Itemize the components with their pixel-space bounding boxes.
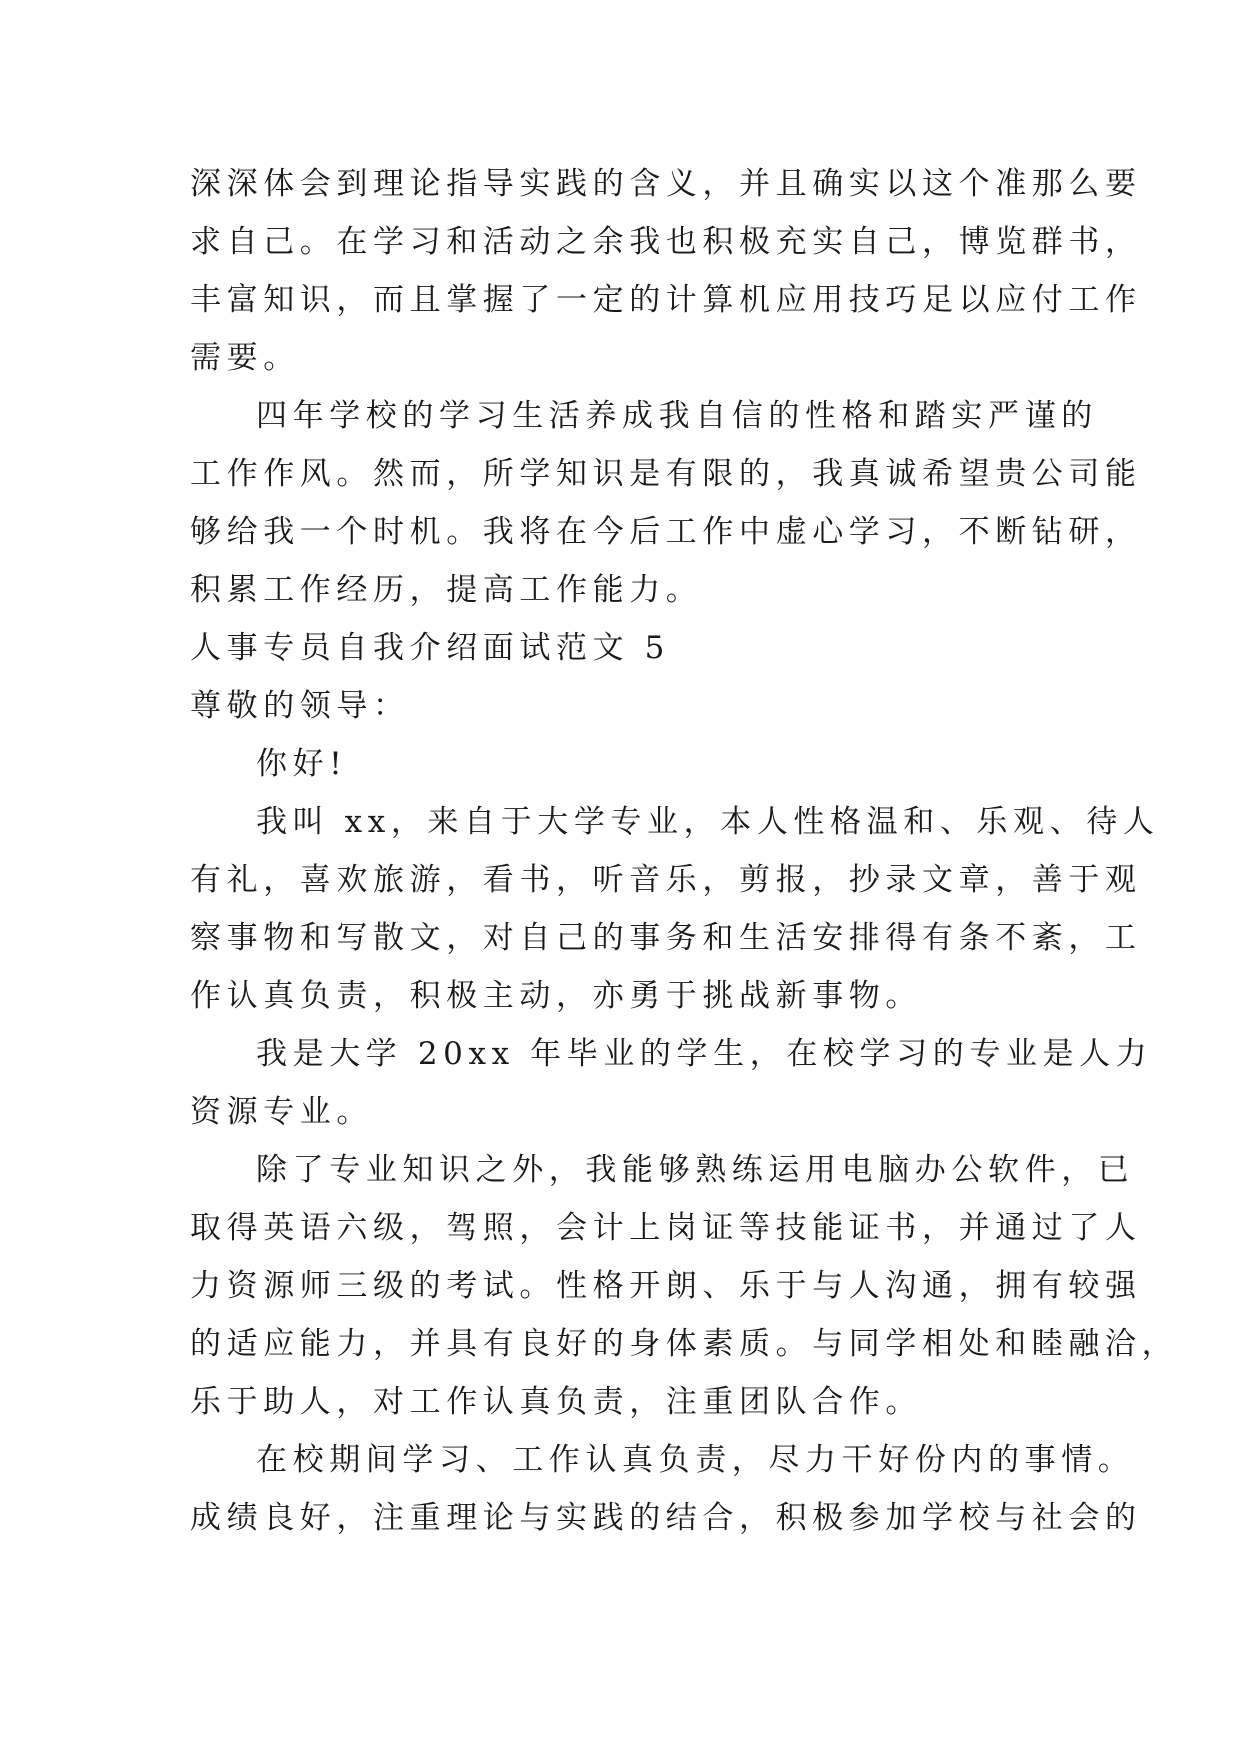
body-text-line: 察事物和写散文，对自己的事务和生活安排得有条不紊，工 [190, 920, 1142, 956]
greeting: 你好! [256, 746, 348, 782]
body-text-line: 取得英语六级，驾照，会计上岗证等技能证书，并通过了人 [190, 1210, 1142, 1246]
body-text-line: 四年学校的学习生活养成我自信的性格和踏实严谨的 [256, 398, 1098, 434]
body-text-line: 除了专业知识之外，我能够熟练运用电脑办公软件，已 [256, 1152, 1135, 1188]
body-text-line: 作认真负责，积极主动，亦勇于挑战新事物。 [190, 978, 922, 1014]
body-text-line: 够给我一个时机。我将在今后工作中虚心学习，不断钻研， [190, 514, 1142, 550]
body-text-line: 资源专业。 [190, 1094, 373, 1130]
body-text-line: 的适应能力，并具有良好的身体素质。与同学相处和睦融洽， [190, 1326, 1179, 1362]
body-text-line: 工作作风。然而，所学知识是有限的，我真诚希望贵公司能 [190, 456, 1142, 492]
body-text-line: 深深体会到理论指导实践的含义，并且确实以这个准那么要 [190, 166, 1142, 202]
body-text-line: 有礼，喜欢旅游，看书，听音乐，剪报，抄录文章，善于观 [190, 862, 1142, 898]
body-text-line: 丰富知识，而且掌握了一定的计算机应用技巧足以应付工作 [190, 282, 1142, 318]
body-text-line: 在校期间学习、工作认真负责，尽力干好份内的事情。 [256, 1442, 1135, 1478]
body-text-line: 需要。 [190, 340, 300, 376]
body-text-line: 积累工作经历，提高工作能力。 [190, 572, 703, 608]
salutation: 尊敬的领导： [190, 688, 410, 724]
body-text-line: 我叫 xx，来自于大学专业，本人性格温和、乐观、待人 [256, 804, 1160, 840]
body-text-line: 成绩良好，注重理论与实践的结合，积极参加学校与社会的 [190, 1500, 1142, 1536]
body-text-line: 求自己。在学习和活动之余我也积极充实自己，博览群书， [190, 224, 1142, 260]
body-text-line: 力资源师三级的考试。性格开朗、乐于与人沟通，拥有较强 [190, 1268, 1142, 1304]
body-text-line: 我是大学 20xx 年毕业的学生，在校学习的专业是人力 [256, 1036, 1153, 1072]
body-text-line: 乐于助人，对工作认真负责，注重团队合作。 [190, 1384, 922, 1420]
section-heading: 人事专员自我介绍面试范文 5 [190, 630, 670, 666]
